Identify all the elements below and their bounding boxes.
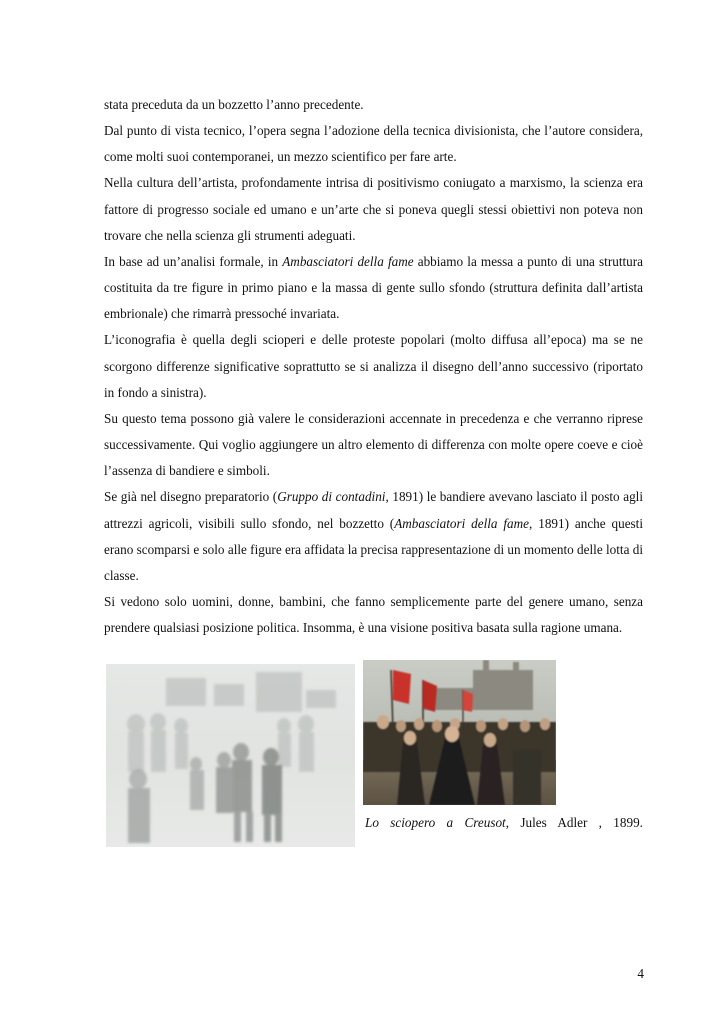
caption-rest: , Jules Adler , 1899. (505, 815, 643, 830)
italic-title: Ambasciatori della fame (282, 253, 414, 269)
sketch-image (106, 664, 355, 847)
text-run: stata preceduta da un bozzetto l’anno precedente. (104, 97, 364, 112)
painting-drawing (363, 660, 556, 805)
paragraph (104, 118, 643, 170)
text-run: Dal punto di vista tecnico, l’opera segna l’adozione della tecnica divisionista, che l’autore considera, come molti suoi contemporanei, un mezzo scientifico per fare arte. (104, 123, 643, 165)
sketch-drawing (106, 664, 355, 847)
paragraph (104, 589, 643, 641)
paragraph (104, 249, 643, 327)
caption-title: Lo sciopero a Creusot (365, 815, 506, 830)
text-run: , 1891) anche questi erano scomparsi e solo alle figure era affidata la precisa rappresentazione di un momento delle lotta di classe. (104, 515, 644, 583)
text-run: Su questo tema possono già valere le considerazioni accennate in precedenza e che verranno riprese successivamente. Qui voglio aggiungere un altro elemento di differenza con molte opere coeve e cioè l’assenza di bandiere e simboli. (104, 410, 643, 479)
paragraph (104, 170, 643, 248)
text-run: In base ad un’analisi formale, in (104, 253, 283, 269)
text-run: Nella cultura dell’artista, profondamente intrisa di positivismo coniugato a marxismo, la scienza era fattore di progresso sociale ed umano e un’arte che si poneva quegli stessi obiettivi non poteva non trovare che nella scienza gli strumenti adeguati. (104, 175, 643, 243)
paragraph (104, 406, 643, 484)
text-run: abbiamo la messa a punto di una struttura costituita da tre figure in primo piano e la massa di gente sullo sfondo (struttura definita dall’artista embrionale) che rimarrà pressoché invariata. (104, 253, 643, 322)
italic-title: Gruppo di contadini (277, 489, 386, 505)
text-run: Se già nel disegno preparatorio ( (104, 489, 278, 505)
figure-caption (365, 814, 643, 832)
paragraph (104, 484, 643, 589)
text-run: Si vedono solo uomini, donne, bambini, che fanno semplicemente parte del genere umano, senza prendere qualsiasi posizione politica. Insomma, è una visione positiva basata sulla ragione umana. (104, 593, 643, 636)
text-run: L’iconografia è quella degli scioperi e delle proteste popolari (molto diffusa all’epoca) ma se ne scorgono differenze significative soprattutto se si analizza il disegno dell’anno successivo (riportato in fondo a sinistra). (104, 332, 643, 400)
paragraph (104, 92, 643, 118)
page-number: 4 (637, 966, 644, 981)
italic-title: Ambasciatori della fame (394, 515, 530, 531)
text-run: , 1891) le bandiere avevano lasciato il posto agli attrezzi agricoli, visibili sullo sfondo, nel bozzetto ( (104, 489, 644, 531)
body-text (104, 92, 643, 641)
paragraph (104, 327, 643, 405)
painting-image (363, 660, 556, 805)
